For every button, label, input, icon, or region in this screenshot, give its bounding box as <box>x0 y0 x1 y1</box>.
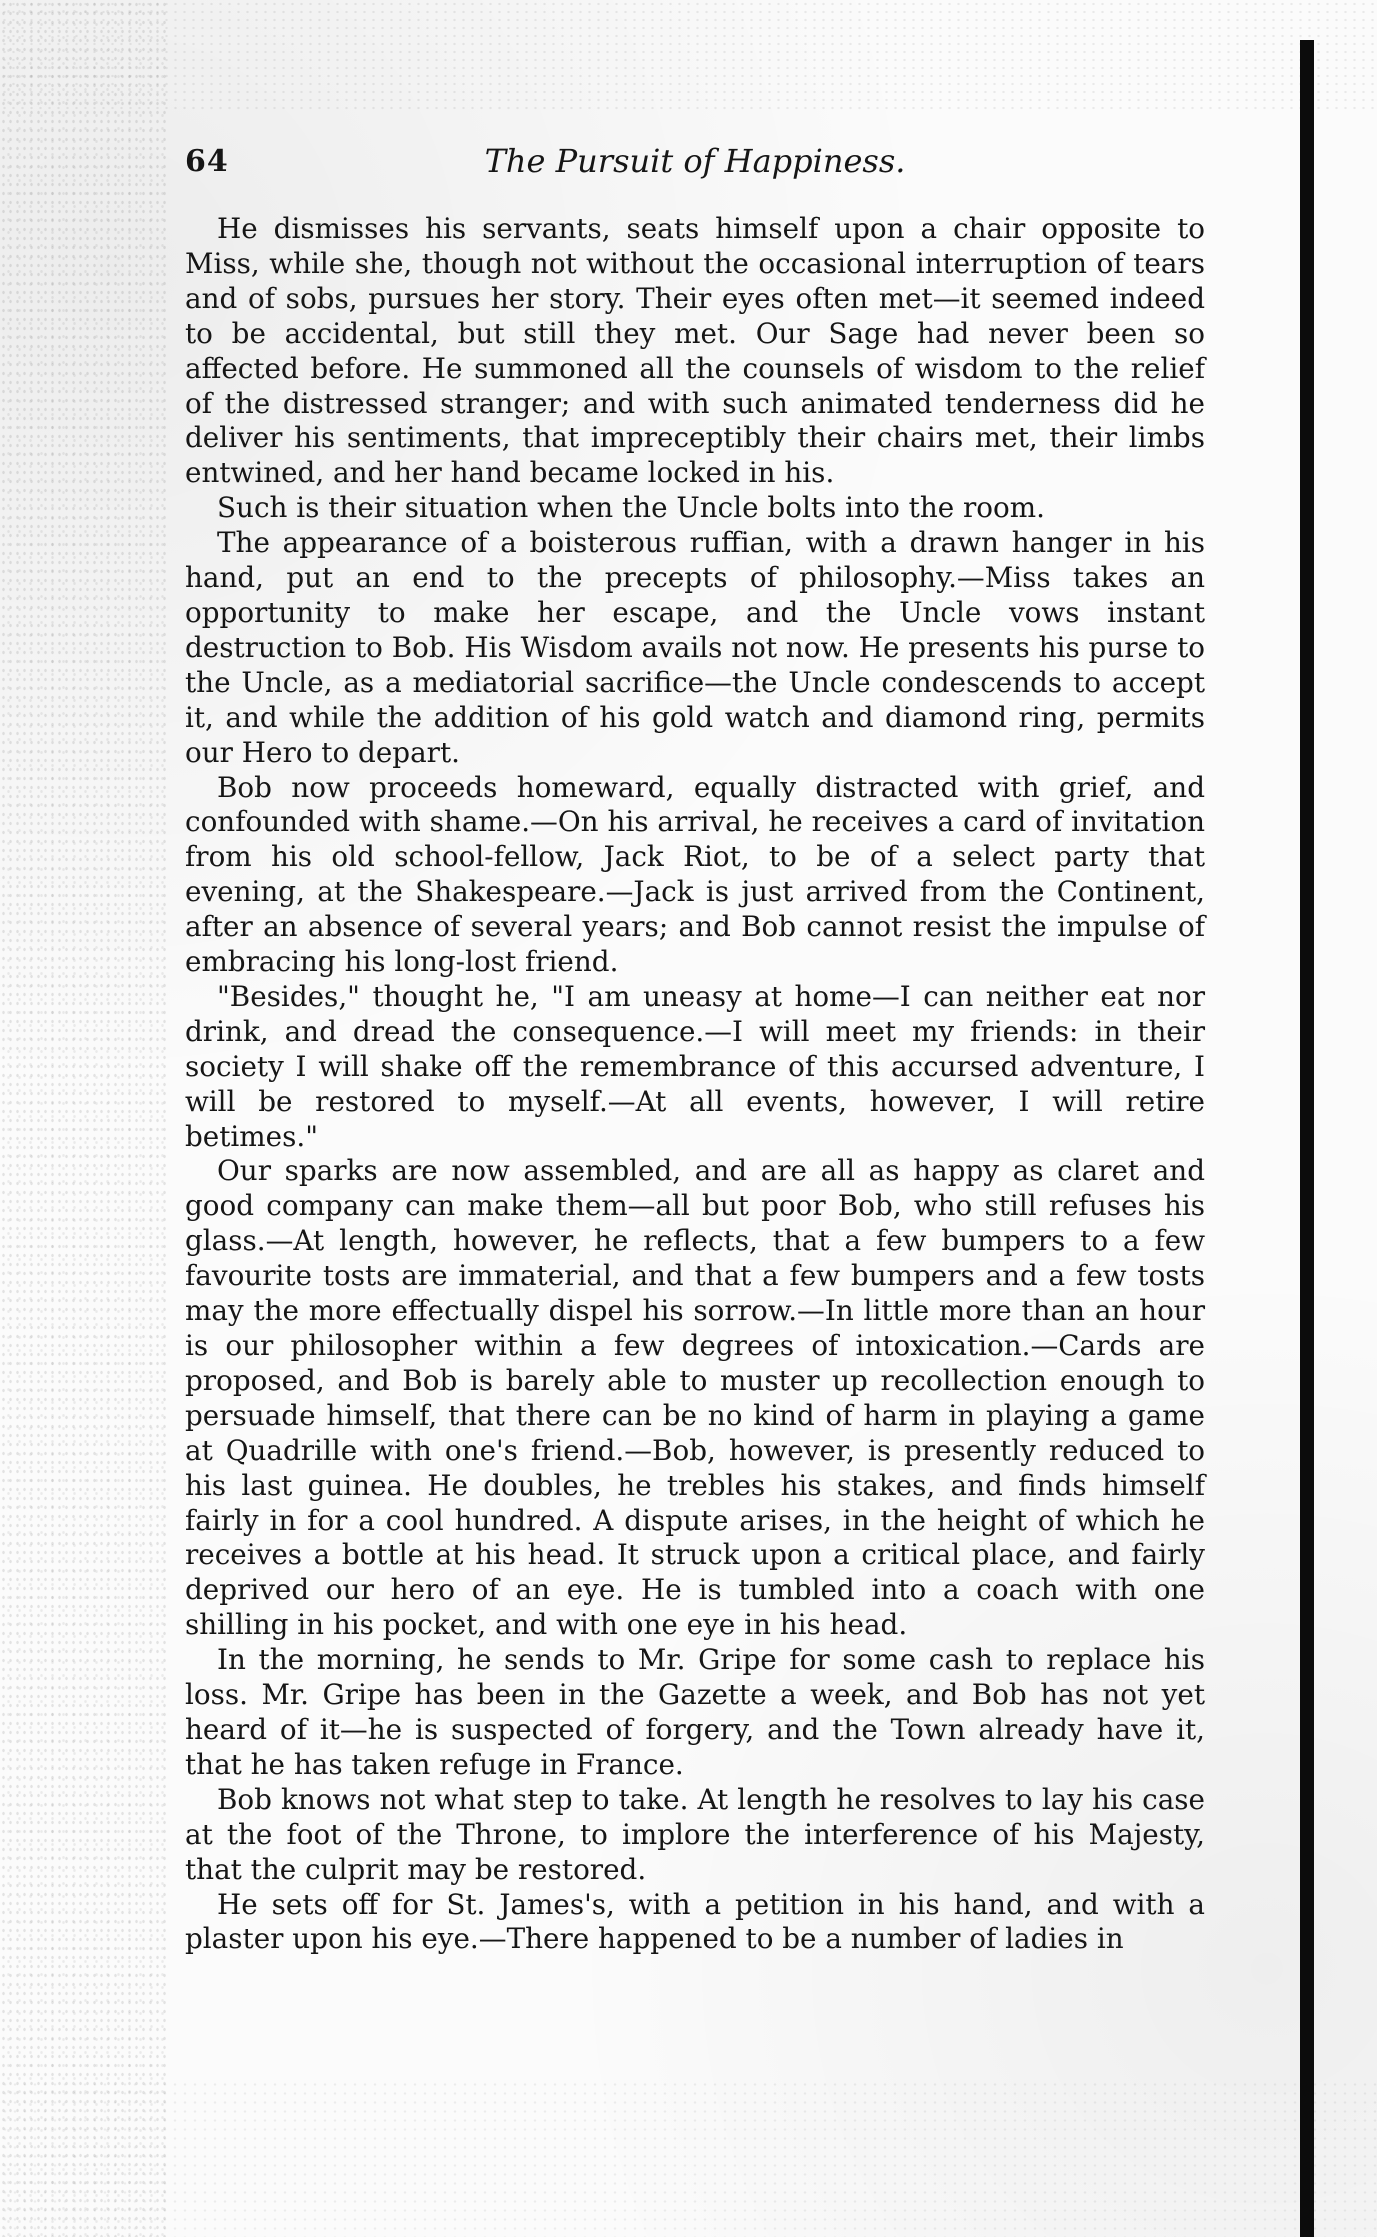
paragraph: Our sparks are now assembled, and are all as happy as claret and good company can make them—all but poor Bob, who still refuses his glass.—At length, however, he reflects, that a few bumpers to a few favourite tosts are immaterial, and that a few bumpers and a few tosts may the more effectually dispel his sorrow.—In little more than an hour is our philosopher within a few degrees of intoxication.—Cards are proposed, and Bob is barely able to muster up recollection enough to persuade himself, that there can be no kind of harm in playing a game at Quadrille with one's friend.—Bob, however, is presently reduced to his last guinea. He doubles, he trebles his stakes, and finds himself fairly in for a cool hundred. A dispute arises, in the height of which he receives a bottle at his head. It struck upon a critical place, and fairly deprived our hero of an eye. He is tumbled into a coach with one shilling in his pocket, and with one eye in his head. <box>185 1154 1205 1642</box>
body-text <box>185 212 1205 1957</box>
page-number: 64 <box>185 144 229 179</box>
page-noise-top <box>0 0 1377 110</box>
paragraph: In the morning, he sends to Mr. Gripe for some cash to replace his loss. Mr. Gripe has been in the Gazette a week, and Bob has not yet heard of it—he is suspected of forgery, and the Town already have it, that he has taken refuge in France. <box>185 1643 1205 1781</box>
page-noise-left <box>0 0 170 2237</box>
paragraph: Bob knows not what step to take. At length he resolves to lay his case at the foot of the Throne, to implore the interference of his Majesty, that the culprit may be restored. <box>185 1782 1205 1886</box>
page-noise-bottom <box>0 2080 1377 2237</box>
binding-edge-shadow <box>1300 40 1314 2237</box>
running-title: The Pursuit of Happiness. <box>484 142 906 180</box>
paragraph: "Besides," thought he, "I am uneasy at home—I can neither eat nor drink, and dread the consequence.—I will meet my friends: in their society I will shake off the remembrance of this accursed adventure, I will be restored to myself.—At all events, however, I will retire betimes." <box>185 979 1205 1153</box>
paragraph: The appearance of a boisterous ruffian, with a drawn hanger in his hand, put an end to the precepts of philosophy.—Miss takes an opportunity to make her escape, and the Uncle vows instant destruction to Bob. His Wisdom avails not now. He presents his purse to the Uncle, as a mediatorial sacrifice—the Uncle condescends to accept it, and while the addition of his gold watch and diamond ring, permits our Hero to depart. <box>185 526 1205 769</box>
paragraph: He dismisses his servants, seats himself upon a chair opposite to Miss, while she, though not without the occasional interruption of tears and of sobs, pursues her story. Their eyes often met—it seemed indeed to be accidental, but still they met. Our Sage had never been so affected before. He summoned all the counsels of wisdom to the relief of the distressed stranger; and with such animated tenderness did he deliver his sentiments, that impreceptibly their chairs met, their limbs entwined, and her hand became locked in his. <box>185 212 1205 490</box>
paragraph: Such is their situation when the Uncle bolts into the room. <box>217 491 1045 525</box>
paragraph: Bob now proceeds homeward, equally distracted with grief, and confounded with shame.—On his arrival, he receives a card of invitation from his old school-fellow, Jack Riot, to be of a select party that evening, at the Shakespeare.—Jack is just arrived from the Continent, after an absence of several years; and Bob cannot resist the impulse of embracing his long-lost friend. <box>185 770 1205 979</box>
running-header <box>185 140 1205 200</box>
paragraph: He sets off for St. James's, with a petition in his hand, and with a plaster upon his eye.—There happened to be a number of ladies in <box>185 1887 1205 1956</box>
